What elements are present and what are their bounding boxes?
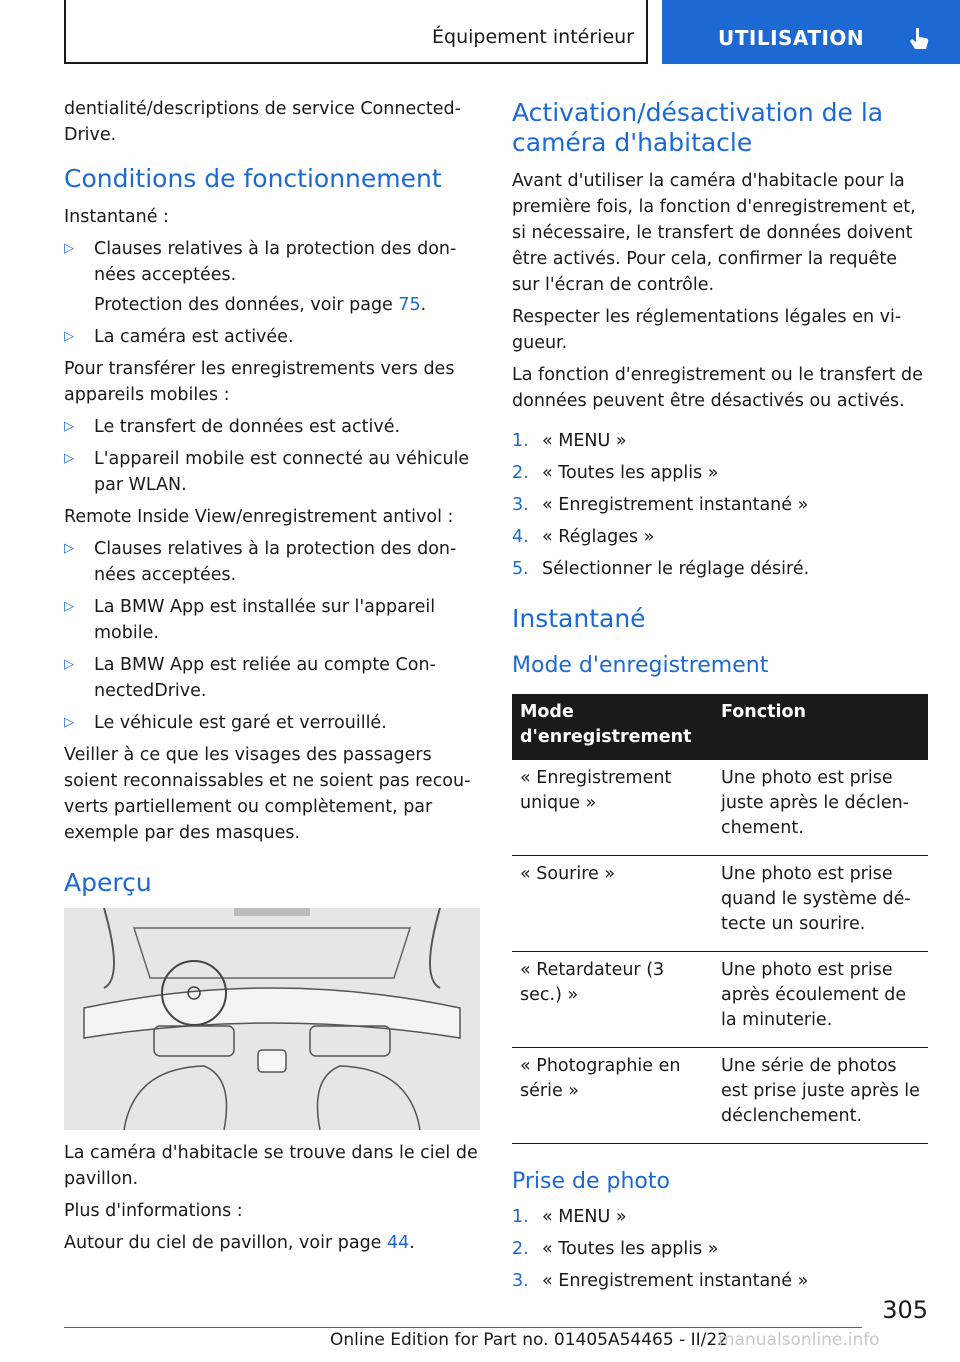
table-header-row — [512, 694, 928, 760]
page-link-75[interactable]: 75 — [398, 295, 421, 315]
footer-divider — [64, 1327, 862, 1328]
activation-paragraph-1: Avant d'utiliser la caméra d'habitacle pour la première fois, la fonction d'enregistrement et, si nécessaire, le transfert de données doivent être activés. Pour cela, confirmer la requête sur l'écran de contrôle. — [512, 171, 916, 295]
triangle-bullet-icon: ▷ — [64, 329, 74, 344]
step-item: 2. « Toutes les applis » — [512, 463, 719, 483]
page-link-44[interactable]: 44 — [387, 1233, 410, 1253]
header-section-title: Équipement intérieur — [432, 26, 634, 48]
step-item: 4. « Réglages » — [512, 527, 655, 547]
table-row — [512, 1048, 928, 1144]
table-cell: « Sourire » — [512, 856, 713, 952]
step-item: 2. « Toutes les applis » — [512, 1239, 719, 1259]
step-item: 3. « Enregistrement instantané » — [512, 1271, 809, 1291]
table-row — [512, 760, 928, 856]
heading-prise: Prise de photo — [512, 1169, 670, 1194]
list-item: ▷ Le transfert de données est activé. — [64, 414, 480, 440]
table-row — [512, 856, 928, 952]
triangle-bullet-icon: ▷ — [64, 541, 74, 556]
triangle-bullet-icon: ▷ — [64, 715, 74, 730]
table-cell: Une photo est prise après écoulement de la minuterie. — [713, 952, 928, 1048]
table-cell: Une série de photos est prise juste après le déclenchement. — [713, 1048, 928, 1144]
heading-apercu: Aperçu — [64, 868, 152, 897]
activation-paragraph-2: Respecter les réglementations légales en vigueur. — [512, 307, 902, 353]
recording-modes-table — [512, 694, 928, 1144]
pointing-hand-icon — [906, 26, 932, 52]
footer-edition: Online Edition for Part no. 01405A54465 - II/22 — [330, 1330, 729, 1350]
table-cell: Une photo est prise quand le système détecte un sourire. — [713, 856, 928, 952]
triangle-bullet-icon: ▷ — [64, 599, 74, 614]
list-item: ▷ La BMW App est reliée au compte ConnectedDrive. — [64, 652, 480, 704]
step-item: 1. « MENU » — [512, 1207, 627, 1227]
triangle-bullet-icon: ▷ — [64, 451, 74, 466]
table-cell: « Enregistrement unique » — [512, 760, 713, 856]
activation-paragraph-3: La fonction d'enregistrement ou le transfert de données peuvent être désactivés ou activés. — [512, 365, 923, 411]
column-header-function: Fonction — [713, 694, 928, 760]
list-item: ▷ Le véhicule est garé et verrouillé. — [64, 710, 480, 736]
list-item: ▷ La BMW App est installée sur l'appareil mobile. — [64, 594, 480, 646]
header-chapter-tab[interactable] — [662, 0, 960, 64]
step-item: 3. « Enregistrement instantané » — [512, 495, 809, 515]
list-item: ▷ La caméra est activée. — [64, 324, 480, 350]
table-cell: « Photographie en série » — [512, 1048, 713, 1144]
step-item: 5. Sélectionner le réglage désiré. — [512, 559, 810, 579]
faces-note: Veiller à ce que les visages des passagers soient reconnaissables et ne soient pas recouverts partiellement ou complètement, par exemple par des masques. — [64, 745, 471, 843]
left-column — [64, 96, 480, 1262]
cross-reference: Protection des données, voir page 75. — [94, 295, 427, 315]
header-chapter-label: UTILISATION — [718, 26, 865, 50]
table-cell: « Retardateur (3 sec.) » — [512, 952, 713, 1048]
step-item: 1. « MENU » — [512, 431, 627, 451]
triangle-bullet-icon: ▷ — [64, 657, 74, 672]
list-instantane-conditions — [64, 236, 480, 350]
column-header-mode: Mode d'enregistrement — [512, 694, 713, 760]
list-remote-conditions — [64, 536, 480, 736]
cross-reference: Autour du ciel de pavillon, voir page 44. — [64, 1233, 415, 1253]
list-item: ▷ L'appareil mobile est connecté au véhicule par WLAN. — [64, 446, 480, 498]
footer-watermark: manualsonline.info — [718, 1330, 880, 1350]
table-cell: Une photo est prise juste après le déclenchement. — [713, 760, 928, 856]
intro-text: dentialité/descriptions de service ConnectedDrive. — [64, 99, 461, 145]
remote-label: Remote Inside View/enregistrement antivol : — [64, 507, 454, 527]
triangle-bullet-icon: ▷ — [64, 419, 74, 434]
list-transfer-conditions — [64, 414, 480, 498]
heading-instantane: Instantané — [512, 604, 646, 633]
page-number: 305 — [882, 1296, 928, 1324]
cabin-camera-illustration — [64, 908, 480, 1130]
list-item: ▷ Clauses relatives à la protection des données acceptées. — [64, 536, 480, 588]
transfer-label: Pour transférer les enregistrements vers des appareils mobiles : — [64, 359, 455, 405]
more-info-label: Plus d'informations : — [64, 1201, 243, 1221]
heading-activation: Activation/désactivation de la caméra d'habitacle — [512, 98, 884, 157]
heading-conditions: Conditions de fonctionnement — [64, 164, 442, 193]
triangle-bullet-icon: ▷ — [64, 241, 74, 256]
table-row — [512, 952, 928, 1048]
steps-prise — [512, 1204, 928, 1294]
list-item: ▷ Clauses relatives à la protection des données acceptées. Protection des données, voir page 75. — [64, 236, 480, 318]
steps-activation — [512, 428, 928, 582]
figure-caption: La caméra d'habitacle se trouve dans le ciel de pavillon. — [64, 1143, 478, 1189]
heading-mode: Mode d'enregistrement — [512, 653, 769, 678]
instantane-label: Instantané : — [64, 207, 169, 227]
right-column — [512, 96, 928, 1300]
